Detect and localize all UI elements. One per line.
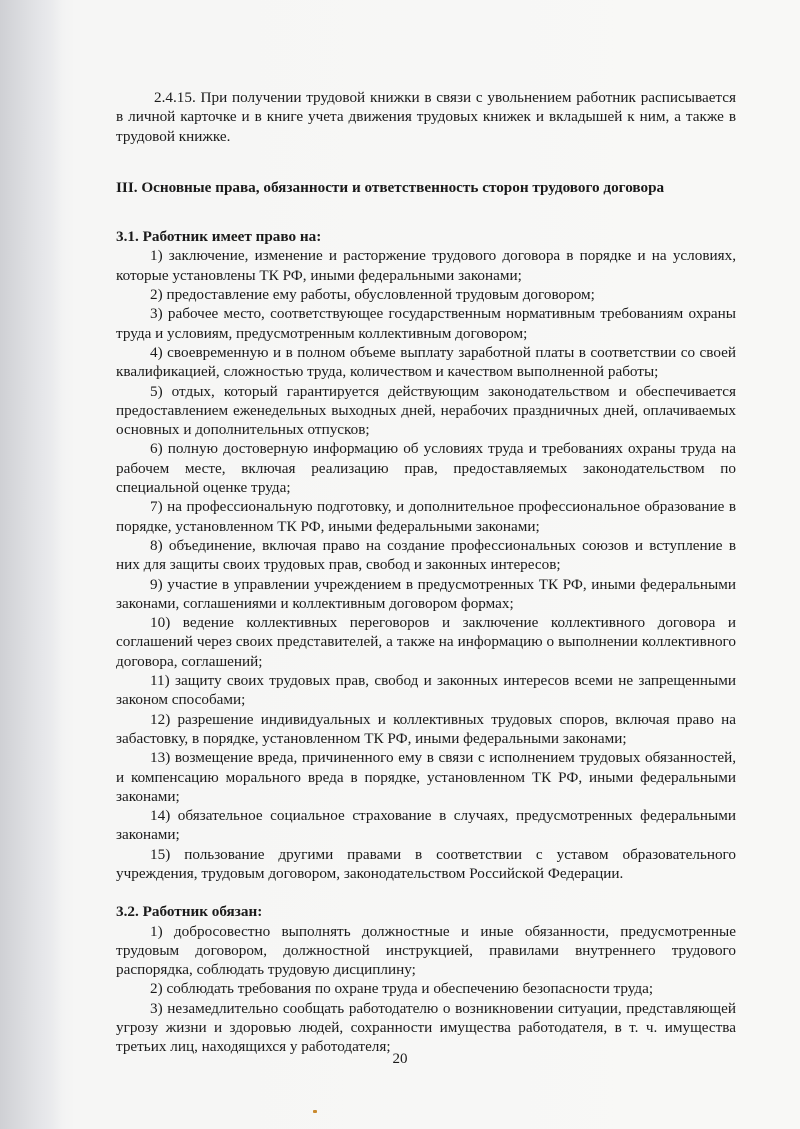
rights-item: 13) возмещение вреда, причиненного ему в связи с исполнением трудовых обязанностей, и компенсацию морального вреда в порядке, установленном ТК РФ, иными федеральными законами; [116,749,736,805]
rights-item: 9) участие в управлении учреждением в предусмотренных ТК РФ, иными федеральными законами, соглашениями и коллективным договором формах; [116,575,736,612]
section-title: III. Основные права, обязанности и ответственность сторон трудового договора [116,178,665,196]
rights-item: 15) пользование другими правами в соответствии с уставом образовательного учреждения, трудовым договором, законодательством Российской Федерации. [116,845,736,882]
rights-item: 5) отдых, который гарантируется действующим законодательством и обеспечивается предоставлением еженедельных выходных дней, нерабочих праздничных дней, оплачиваемых основных и дополнительных отпусков; [116,382,736,439]
duties-list [116,922,736,1057]
rights-title: 3.1. Работник имеет право на: [116,228,322,246]
scan-speck [313,1110,317,1113]
rights-item: 10) ведение коллективных переговоров и заключение коллективного договора и соглашений через своих представителей, а также на информацию о выполнении коллективного договора, соглашений; [116,614,736,670]
duties-item: 1) добросовестно выполнять должностные и иные обязанности, предусмотренные трудовым договором, должностной инструкцией, правилами внутреннего трудового распорядка, соблюдать трудовую дисциплину; [116,922,736,979]
rights-item: 7) на профессиональную подготовку, и дополнительное профессиональное образование в порядке, установленном ТК РФ, иными федеральными законами; [116,498,736,535]
intro-paragraph: 2.4.15. При получении трудовой книжки в связи с увольнением работник расписывается в личной карточке и в книге учета движения трудовых книжек и вкладышей к ним, а также в трудовой книжке. [116,89,736,145]
rights-item: 8) объединение, включая право на создание профессиональных союзов и вступление в них для защиты своих трудовых прав, свобод и законных интересов; [116,536,736,574]
page-content [116,88,736,1057]
rights-list [116,246,736,883]
rights-item: 1) заключение, изменение и расторжение трудового договора в порядке и на условиях, которые установлены ТК РФ, иными федеральными законами; [116,247,736,284]
rights-item: 3) рабочее место, соответствующее государственным нормативным требованиям охраны труда и условиям, предусмотренным коллективным договором; [116,305,736,342]
rights-item: 12) разрешение индивидуальных и коллективных трудовых споров, включая право на забастовку, в порядке, установленном ТК РФ, иными федеральными законами; [116,710,736,747]
duties-item: 2) соблюдать требования по охране труда и обеспечению безопасности труда; [150,980,654,998]
rights-item: 4) своевременную и в полном объеме выплату заработной платы в соответствии со своей квалификацией, сложностью труда, количеством и качеством выполненной работы; [116,343,736,381]
rights-item: 6) полную достоверную информацию об условиях труда и требованиях охраны труда на рабочем месте, включая реализацию прав, предоставляемых законодательством по специальной оценке труда; [116,440,736,497]
rights-item: 14) обязательное социальное страхование в случаях, предусмотренных федеральными законами; [116,807,736,844]
rights-item: 11) защиту своих трудовых прав, свобод и законных интересов всеми не запрещенными законом способами; [116,672,736,709]
duties-title: 3.2. Работник обязан: [116,903,263,921]
duties-item: 3) незамедлительно сообщать работодателю о возникновении ситуации, представляющей угрозу жизни и здоровью людей, сохранности имущества работодателя, в т. ч. имущества третьих лиц, находящихся у работодателя; [116,999,736,1056]
scan-shadow-gutter [0,0,62,1129]
page-number: 20 [392,1051,408,1067]
rights-item: 2) предоставление ему работы, обусловленной трудовым договором; [150,286,595,304]
